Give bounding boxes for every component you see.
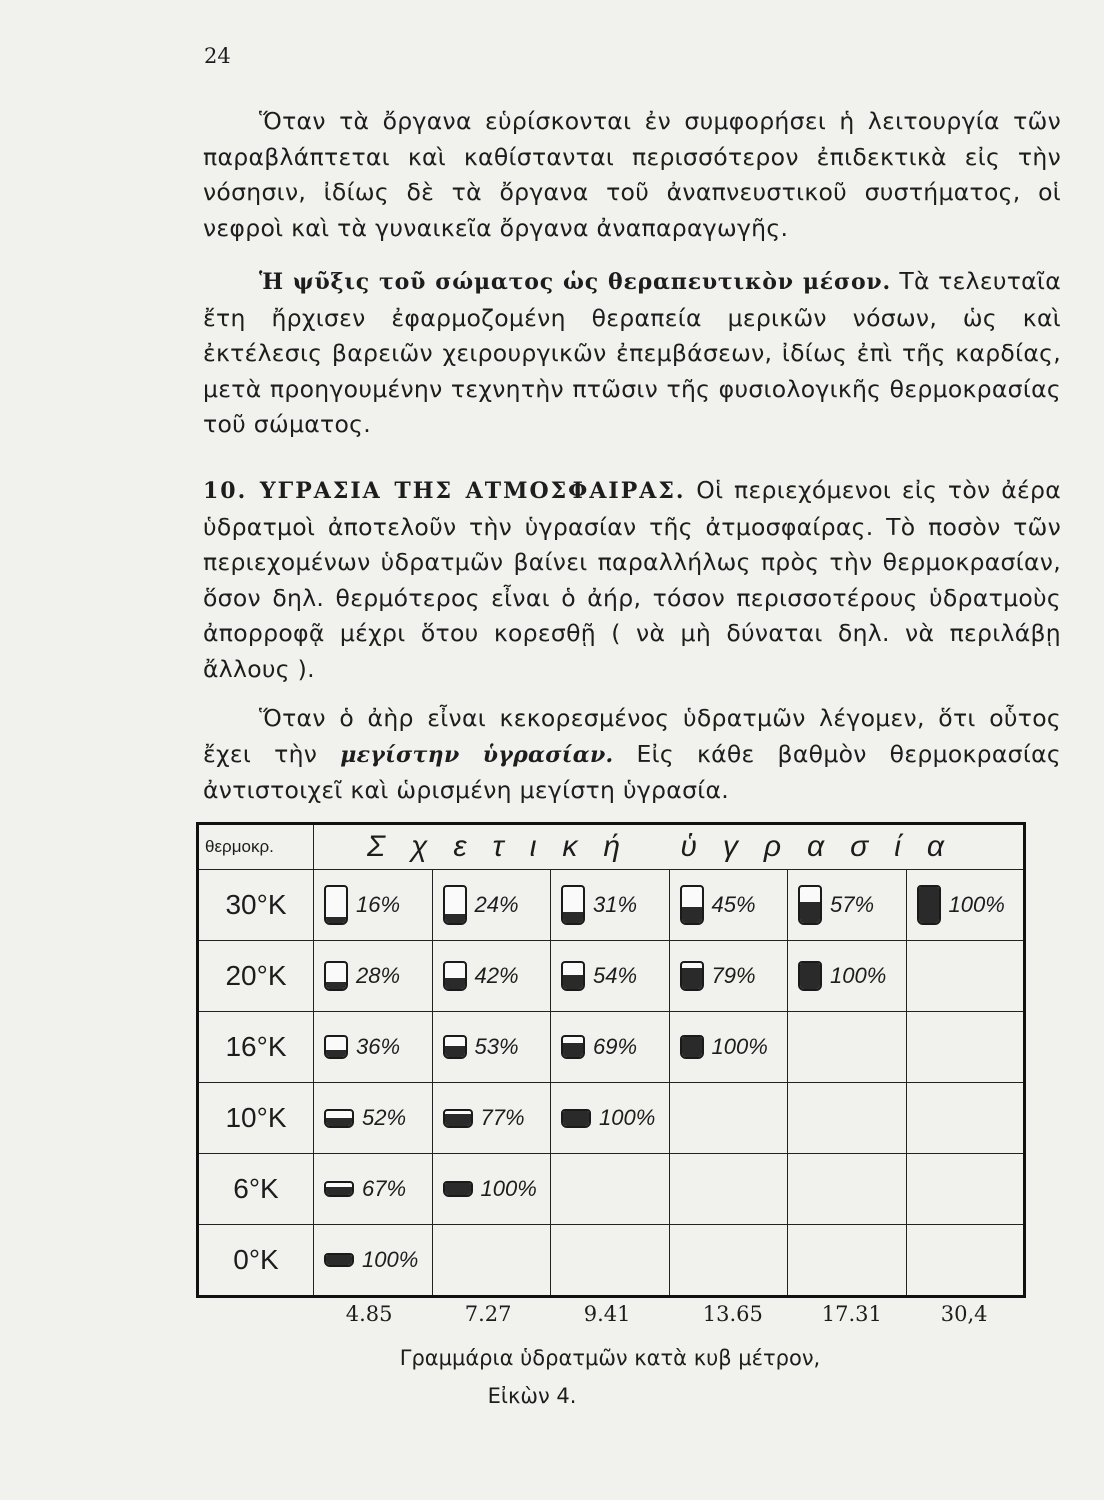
humidity-cell — [906, 1154, 1025, 1225]
table-row — [198, 1012, 1025, 1083]
humidity-percent: 79% — [711, 963, 756, 988]
axis-value: 4.85 — [345, 1302, 393, 1326]
humidity-cell — [551, 1083, 670, 1154]
humidity-percent: 69% — [593, 1034, 638, 1059]
humidity-cell — [432, 941, 551, 1012]
paragraph-text — [203, 264, 1061, 443]
paragraph-organs-congestion — [203, 104, 1061, 246]
humidity-cell — [551, 941, 670, 1012]
humidity-percent: 53% — [474, 1034, 519, 1059]
humidity-cell — [669, 1154, 788, 1225]
humidity-percent: 42% — [474, 963, 519, 988]
humidity-cell — [432, 1083, 551, 1154]
humidity-cell — [669, 1225, 788, 1297]
humidity-percent: 100% — [711, 1034, 768, 1059]
humidity-cell — [788, 1154, 907, 1225]
humidity-cell — [314, 1083, 433, 1154]
humidity-percent: 100% — [362, 1247, 419, 1272]
axis-value: 17.31 — [821, 1302, 882, 1326]
humidity-percent: 52% — [362, 1105, 407, 1130]
humidity-percent: 28% — [356, 963, 401, 988]
axis-value: 9.41 — [583, 1302, 631, 1326]
humidity-percent: 45% — [711, 892, 756, 917]
humidity-percent: 16% — [356, 892, 401, 917]
humidity-percent: 77% — [480, 1105, 525, 1130]
paragraph-body: Τὰ τελευταῖα ἔτη ἤρχισεν ἐφαρμοζομένη θεραπεία μερικῶν νόσων, ὡς καὶ ἐκτέλεσις βαρειῶν χειρουργικῶν ἐπεμβάσεων, ἰδίως ἐπὶ τῆς καρδίας, μετὰ προηγουμένην τεχνητὴν πτῶσιν τῆς φυσιολογικῆς θερμοκρασίας τοῦ σώματος. — [203, 267, 1061, 438]
humidity-cell — [906, 870, 1025, 941]
temperature-label: 0°Κ — [198, 1225, 314, 1297]
humidity-figure — [196, 822, 1026, 1290]
vapour-cup-icon — [324, 885, 348, 925]
temperature-label: 6°Κ — [198, 1154, 314, 1225]
humidity-cell — [314, 1225, 433, 1297]
figure-caption: Γραμμάρια ὑδρατμῶν κατὰ κυβ μέτρον, — [399, 1346, 821, 1370]
paragraph-cooling-therapy — [203, 264, 1061, 443]
axis-value: 30,4 — [940, 1302, 988, 1326]
vapour-cup-icon — [680, 1035, 704, 1059]
vapour-cup-icon — [561, 961, 585, 991]
humidity-cell — [551, 1012, 670, 1083]
vapour-cup-icon — [324, 1035, 348, 1059]
humidity-cell — [432, 1225, 551, 1297]
paragraph-heading: Ἡ ψῦξις τοῦ σώματος ὡς θεραπευτικὸν μέσον. — [259, 269, 891, 295]
vapour-cup-icon — [561, 885, 585, 925]
humidity-percent: 100% — [480, 1176, 537, 1201]
paragraph-atmospheric-humidity — [203, 473, 1061, 687]
humidity-cell — [669, 870, 788, 941]
section-heading: 10. ΥΓΡΑΣΙΑ ΤΗΣ ΑΤΜΟΣΦΑΙΡΑΣ. — [203, 478, 686, 504]
humidity-cell — [788, 941, 907, 1012]
vapour-cup-icon — [443, 961, 467, 991]
vapour-cup-icon — [798, 885, 822, 925]
vapour-cup-icon — [324, 1109, 354, 1128]
page-number: 24 — [204, 44, 231, 68]
humidity-percent: 100% — [948, 892, 1005, 917]
table-row — [198, 1083, 1025, 1154]
table-row — [198, 1154, 1025, 1225]
corner-label: θερμοκρ. — [198, 824, 314, 870]
vapour-cup-icon — [443, 1035, 467, 1059]
temperature-label: 30°Κ — [198, 870, 314, 941]
axis-value: 7.27 — [464, 1302, 512, 1326]
humidity-cell — [788, 1012, 907, 1083]
humidity-cell — [906, 1225, 1025, 1297]
humidity-cell — [669, 1012, 788, 1083]
temperature-label: 10°Κ — [198, 1083, 314, 1154]
humidity-cell — [432, 1154, 551, 1225]
humidity-cell — [906, 1012, 1025, 1083]
humidity-percent: 24% — [474, 892, 519, 917]
vapour-cup-icon — [443, 1109, 473, 1128]
paragraph-text — [203, 701, 1061, 809]
humidity-cell — [432, 1012, 551, 1083]
table-row — [198, 1225, 1025, 1297]
humidity-cell — [669, 941, 788, 1012]
paragraph-body: Οἱ περιεχόμενοι εἰς τὸν ἀέρα ὑδρατμοὶ ἀποτελοῦν τὴν ὑγρασίαν τῆς ἀτμοσφαίρας. Τὸ ποσὸν τῶν περιεχομένων ὑδρατμῶν βαίνει παραλλήλως πρὸς τὴν θερμοκρασίαν, ὅσον δηλ. θερμότερος εἶναι ὁ ἀήρ, τόσον περισσοτέρους ὑδρατμοὺς ἀπορροφᾷ μέχρι ὅτου κορεσθῇ ( νὰ μὴ δύναται δηλ. νὰ περιλάβῃ ἄλλους ). — [203, 476, 1061, 683]
vapour-cup-icon — [798, 961, 822, 991]
paragraph-text — [203, 473, 1061, 687]
humidity-cell — [314, 870, 433, 941]
vapour-cup-icon — [561, 1035, 585, 1059]
humidity-percent: 57% — [830, 892, 875, 917]
humidity-percent: 67% — [362, 1176, 407, 1201]
vapour-cup-icon — [324, 961, 348, 991]
vapour-cup-icon — [561, 1109, 591, 1128]
humidity-cell — [551, 870, 670, 941]
table-title: Σχετική ὑγρασία — [314, 824, 1025, 870]
vapour-cup-icon — [680, 885, 704, 925]
paragraph-body-start: Ὅταν ὁ ἀὴρ εἶναι κεκορεσμένος ὑδρατμῶν λέγομεν, ὅτι οὗτος ἔχει τὴν — [203, 704, 1061, 768]
humidity-percent: 54% — [593, 963, 638, 988]
vapour-cup-icon — [324, 1181, 354, 1197]
figure-label: Εἰκὼν 4. — [487, 1384, 577, 1408]
table-body — [198, 870, 1025, 1297]
humidity-cell — [906, 941, 1025, 1012]
paragraph-max-humidity — [203, 701, 1061, 809]
humidity-cell — [906, 1083, 1025, 1154]
vapour-cup-icon — [443, 885, 467, 925]
humidity-cell — [788, 1083, 907, 1154]
humidity-cell — [314, 941, 433, 1012]
humidity-cell — [551, 1225, 670, 1297]
humidity-cell — [314, 1012, 433, 1083]
humidity-percent: 36% — [356, 1034, 401, 1059]
humidity-cell — [788, 870, 907, 941]
table-row — [198, 941, 1025, 1012]
table-row — [198, 870, 1025, 941]
vapour-cup-icon — [680, 961, 704, 991]
vapour-cup-icon — [917, 885, 941, 925]
humidity-percent: 31% — [593, 892, 638, 917]
emphasis-max-humidity: μεγίστην ὑγρασίαν. — [340, 741, 614, 768]
humidity-percent: 100% — [599, 1105, 656, 1130]
temperature-label: 16°Κ — [198, 1012, 314, 1083]
humidity-cell — [788, 1225, 907, 1297]
humidity-percent: 100% — [830, 963, 887, 988]
humidity-cell — [432, 870, 551, 941]
temperature-label: 20°Κ — [198, 941, 314, 1012]
vapour-cup-icon — [443, 1181, 473, 1197]
humidity-cell — [314, 1154, 433, 1225]
axis-value: 13.65 — [702, 1302, 763, 1326]
humidity-cell — [669, 1083, 788, 1154]
paragraph-text: Ὅταν τὰ ὄργανα εὑρίσκονται ἐν συμφορήσει ἡ λειτουργία τῶν παραβλάπτεται καὶ καθίστανται περισσότερον ἐπιδεκτικὰ εἰς τὴν νόσησιν, ἰδίως δὲ τὰ ὄργανα τοῦ ἀναπνευστικοῦ συστήματος, οἱ νεφροὶ καὶ τὰ γυναικεῖα ὄργανα ἀναπαραγωγῆς. — [203, 107, 1061, 242]
humidity-cell — [551, 1154, 670, 1225]
humidity-table — [196, 822, 1026, 1298]
axis-values — [316, 1302, 1026, 1332]
paragraph-body-end: Εἰς κάθε βαθμὸν θερμοκρασίας ἀντιστοιχεῖ καὶ ὡρισμένη μεγίστη ὑγρασία. — [203, 739, 1061, 804]
vapour-cup-icon — [324, 1253, 354, 1267]
